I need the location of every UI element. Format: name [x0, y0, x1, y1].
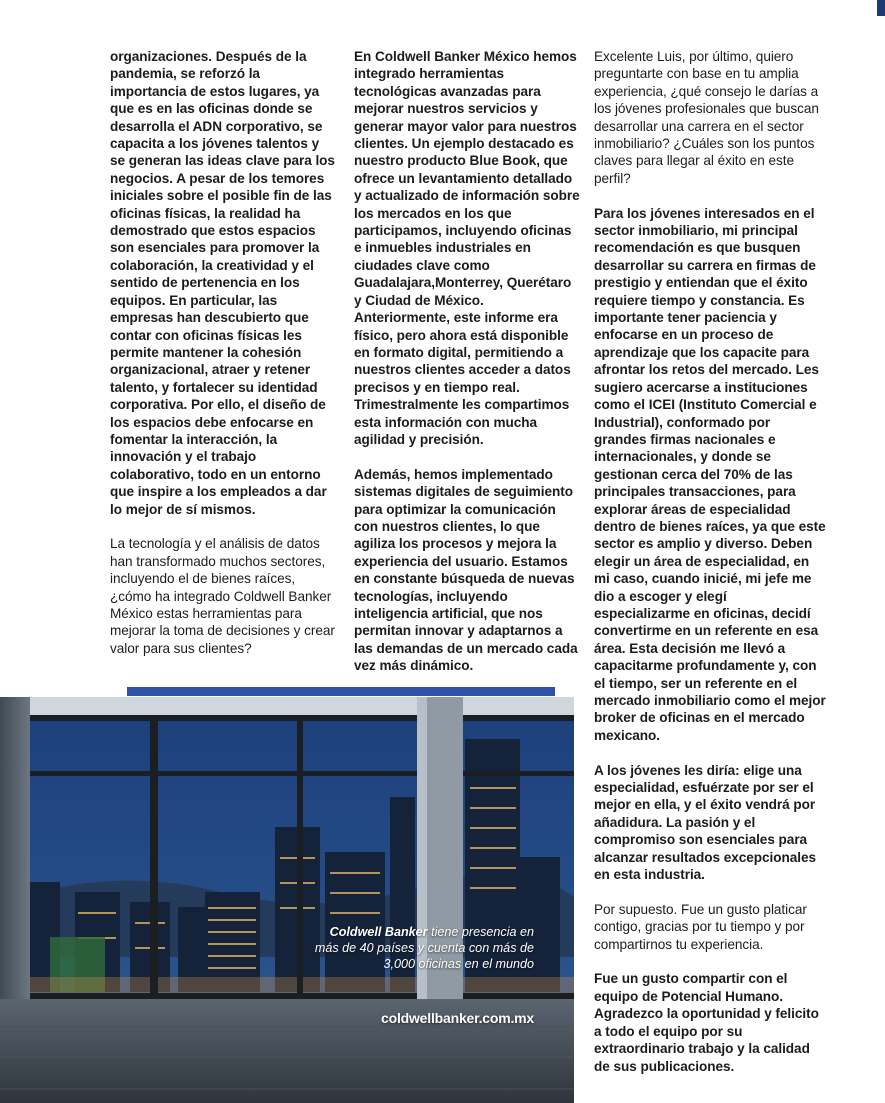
text-column-3: [594, 48, 826, 1092]
question-paragraph: Por supuesto. Fue un gusto platicar contigo, gracias por tu tiempo y por compartirnos tu experiencia.: [594, 901, 807, 952]
question-paragraph: La tecnología y el análisis de datos han transformado muchos sectores, incluyendo el de bienes raíces, ¿cómo ha integrado Coldwell Banker México estas herramientas para mejorar la toma de decisiones y crear valor para sus clientes?: [110, 536, 335, 656]
text-column-2: [354, 48, 582, 692]
answer-paragraph: A los jóvenes les diría: elige una especialidad, esfuérzate por ser el mejor en ella, y el éxito vendrá por añadidura. La pasión y el compromiso son esenciales para alcanzar resultados excepcionales en esta industria.: [594, 762, 817, 883]
answer-paragraph: Además, hemos implementado sistemas digitales de seguimiento para optimizar la comunicación con nuestros clientes, lo que agiliza los procesos y mejora la experiencia del usuario. Estamos en constante búsqueda de nuevas tecnologías, incluyendo inteligencia artificial, que nos permitan innovar y adaptarnos a las demandas de un mercado cada vez más dinámico.: [354, 466, 578, 674]
answer-paragraph: Fue un gusto compartir con el equipo de Potencial Humano. Agradezco la oportunidad y felicito a todo el equipo por su extraordinario trabajo y la calidad de sus publicaciones.: [594, 971, 819, 1074]
question-paragraph: Excelente Luis, por último, quiero preguntarte con base en tu amplia experiencia, ¿qué consejo le darías a los jóvenes profesionales que buscan desarrollar una carrera en el sector inmobiliario? ¿Cuáles son los puntos claves para llegar al éxito en este perfil?: [594, 49, 819, 186]
website-link[interactable]: coldwellbanker.com.mx: [381, 1010, 534, 1026]
answer-paragraph: En Coldwell Banker México hemos integrado herramientas tecnológicas avanzadas para mejorar nuestros servicios y generar mayor valor para nuestros clientes. Un ejemplo destacado es nuestro producto Blue Book, que ofrece un levantamiento detallado y actualizado de información sobre los mercados en los que participamos, incluyendo oficinas e inmuebles industriales en ciudades clave como Guadalajara,Monterrey, Querétaro y Ciudad de México. Anteriormente, este informe era físico, pero ahora está disponible en formato digital, permitiendo a nuestros clientes acceder a datos precisos y en tiempo real. Trimestralmente les compartimos esta información con mucha agilidad y precisión.: [354, 49, 580, 447]
caption-text: tiene presencia en más de 40 países y cuenta con más de 3,000 oficinas en el mundo: [314, 925, 534, 971]
city-view-illustration: [0, 697, 574, 1103]
answer-paragraph: organizaciones. Después de la pandemia, se reforzó la importancia de estos lugares, ya que es en las oficinas donde se desarrolla el ADN corporativo, se capacita a los jóvenes talentos y se generan las ideas clave para los negocios. A pesar de los temores iniciales sobre el posible fin de las oficinas físicas, la realidad ha demostrado que estos espacios son esenciales para promover la colaboración, la creatividad y el sentido de pertenencia en los equipos. En particular, las empresas han descubierto que contar con oficinas físicas les permite mantener la cohesión organizacional, atraer y retener talento, y fortalecer su identidad corporativa. Por ello, el diseño de los espacios debe enfocarse en fomentar la interacción, la innovación y el trabajo colaborativo, todo en un entorno que inspire a los empleados a dar lo mejor de sí mismos.: [110, 49, 335, 517]
page-corner-tab: [877, 0, 885, 16]
text-column-1: [110, 48, 335, 675]
accent-bar: [127, 687, 555, 696]
photo-caption: [304, 924, 534, 972]
city-office-photo: [0, 697, 574, 1103]
caption-brand: Coldwell Banker: [329, 925, 428, 939]
answer-paragraph: Para los jóvenes interesados en el sector inmobiliario, mi principal recomendación es que busquen desarrollar su carrera en firmas de prestigio y entiendan que el éxito requiere tiempo y constancia. Es importante tener paciencia y enfocarse en un proceso de aprendizaje que los capacite para afrontar los retos del mercado. Les sugiero acercarse a instituciones como el ICEI (Instituto Comercial e Industrial), conformado por grandes firmas nacionales e internacionales, y donde se gestionan cerca del 70% de las principales transacciones, para explorar áreas de especialidad dentro de bienes raíces, ya que este sector es amplio y diverso. Deben elegir un área de especialidad, en mi caso, cuando inicié, mi jefe me dio a escoger y elegí especializarme en oficinas, decidí convertirme en un referente en esa área. Esta decisión me llevó a capacitarme profundamente y, con el tiempo, ser un referente en el mercado inmobiliario como el mejor broker de oficinas en el mercado mexicano.: [594, 205, 826, 743]
